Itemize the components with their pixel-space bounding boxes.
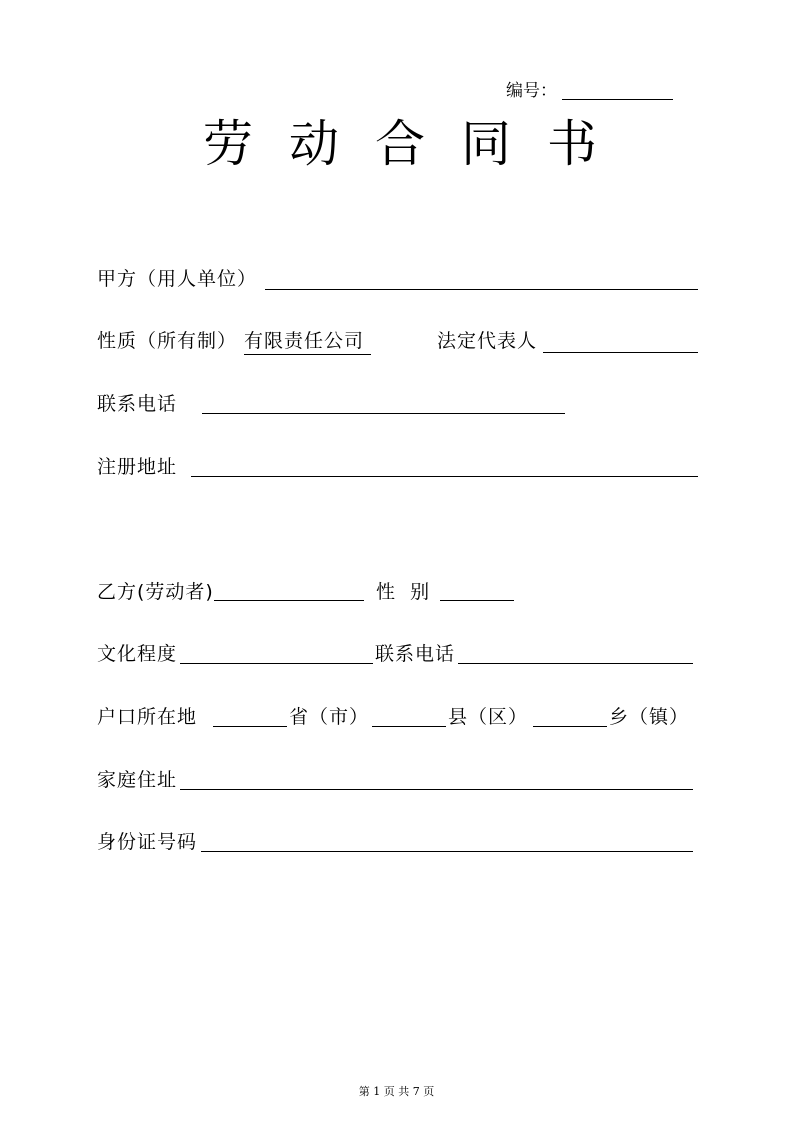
province-field[interactable] — [213, 726, 287, 727]
home-address-label: 家庭住址 — [97, 769, 178, 791]
education-field[interactable] — [180, 663, 373, 664]
gender-field[interactable] — [440, 600, 514, 601]
party-a-label: 甲方（用人单位） — [97, 268, 258, 290]
contract-number-label: 编号： — [506, 81, 557, 101]
education-label: 文化程度 — [97, 643, 178, 665]
party-a-name-field[interactable] — [265, 289, 698, 290]
contract-number-field[interactable] — [562, 99, 673, 100]
legal-rep-label: 法定代表人 — [437, 330, 538, 352]
party-b-phone-label: 联系电话 — [375, 643, 456, 665]
page-footer: 第 1 页 共 7 页 — [358, 1085, 435, 1098]
id-number-label: 身份证号码 — [97, 831, 198, 853]
party-b-label: 乙方(劳动者) — [97, 581, 214, 603]
registered-address-label: 注册地址 — [97, 456, 178, 478]
province-label: 省（市） — [289, 706, 370, 728]
county-label: 县（区） — [448, 706, 529, 728]
town-label: 乡（镇） — [609, 706, 690, 728]
hukou-label: 户口所在地 — [97, 706, 198, 728]
legal-rep-field[interactable] — [543, 352, 698, 353]
home-address-field[interactable] — [180, 789, 693, 790]
registered-address-field[interactable] — [191, 476, 698, 477]
party-a-phone-label: 联系电话 — [97, 393, 178, 415]
nature-label: 性质（所有制） — [97, 330, 238, 352]
gender-label: 性 别 — [376, 581, 431, 603]
town-field[interactable] — [533, 726, 607, 727]
id-number-field[interactable] — [201, 851, 693, 852]
county-field[interactable] — [372, 726, 446, 727]
party-b-phone-field[interactable] — [458, 663, 693, 664]
party-b-name-field[interactable] — [214, 600, 364, 601]
page-title: 劳动合同书 — [203, 115, 633, 173]
party-a-phone-field[interactable] — [202, 413, 565, 414]
nature-value[interactable]: 有限责任公司 — [244, 329, 371, 355]
